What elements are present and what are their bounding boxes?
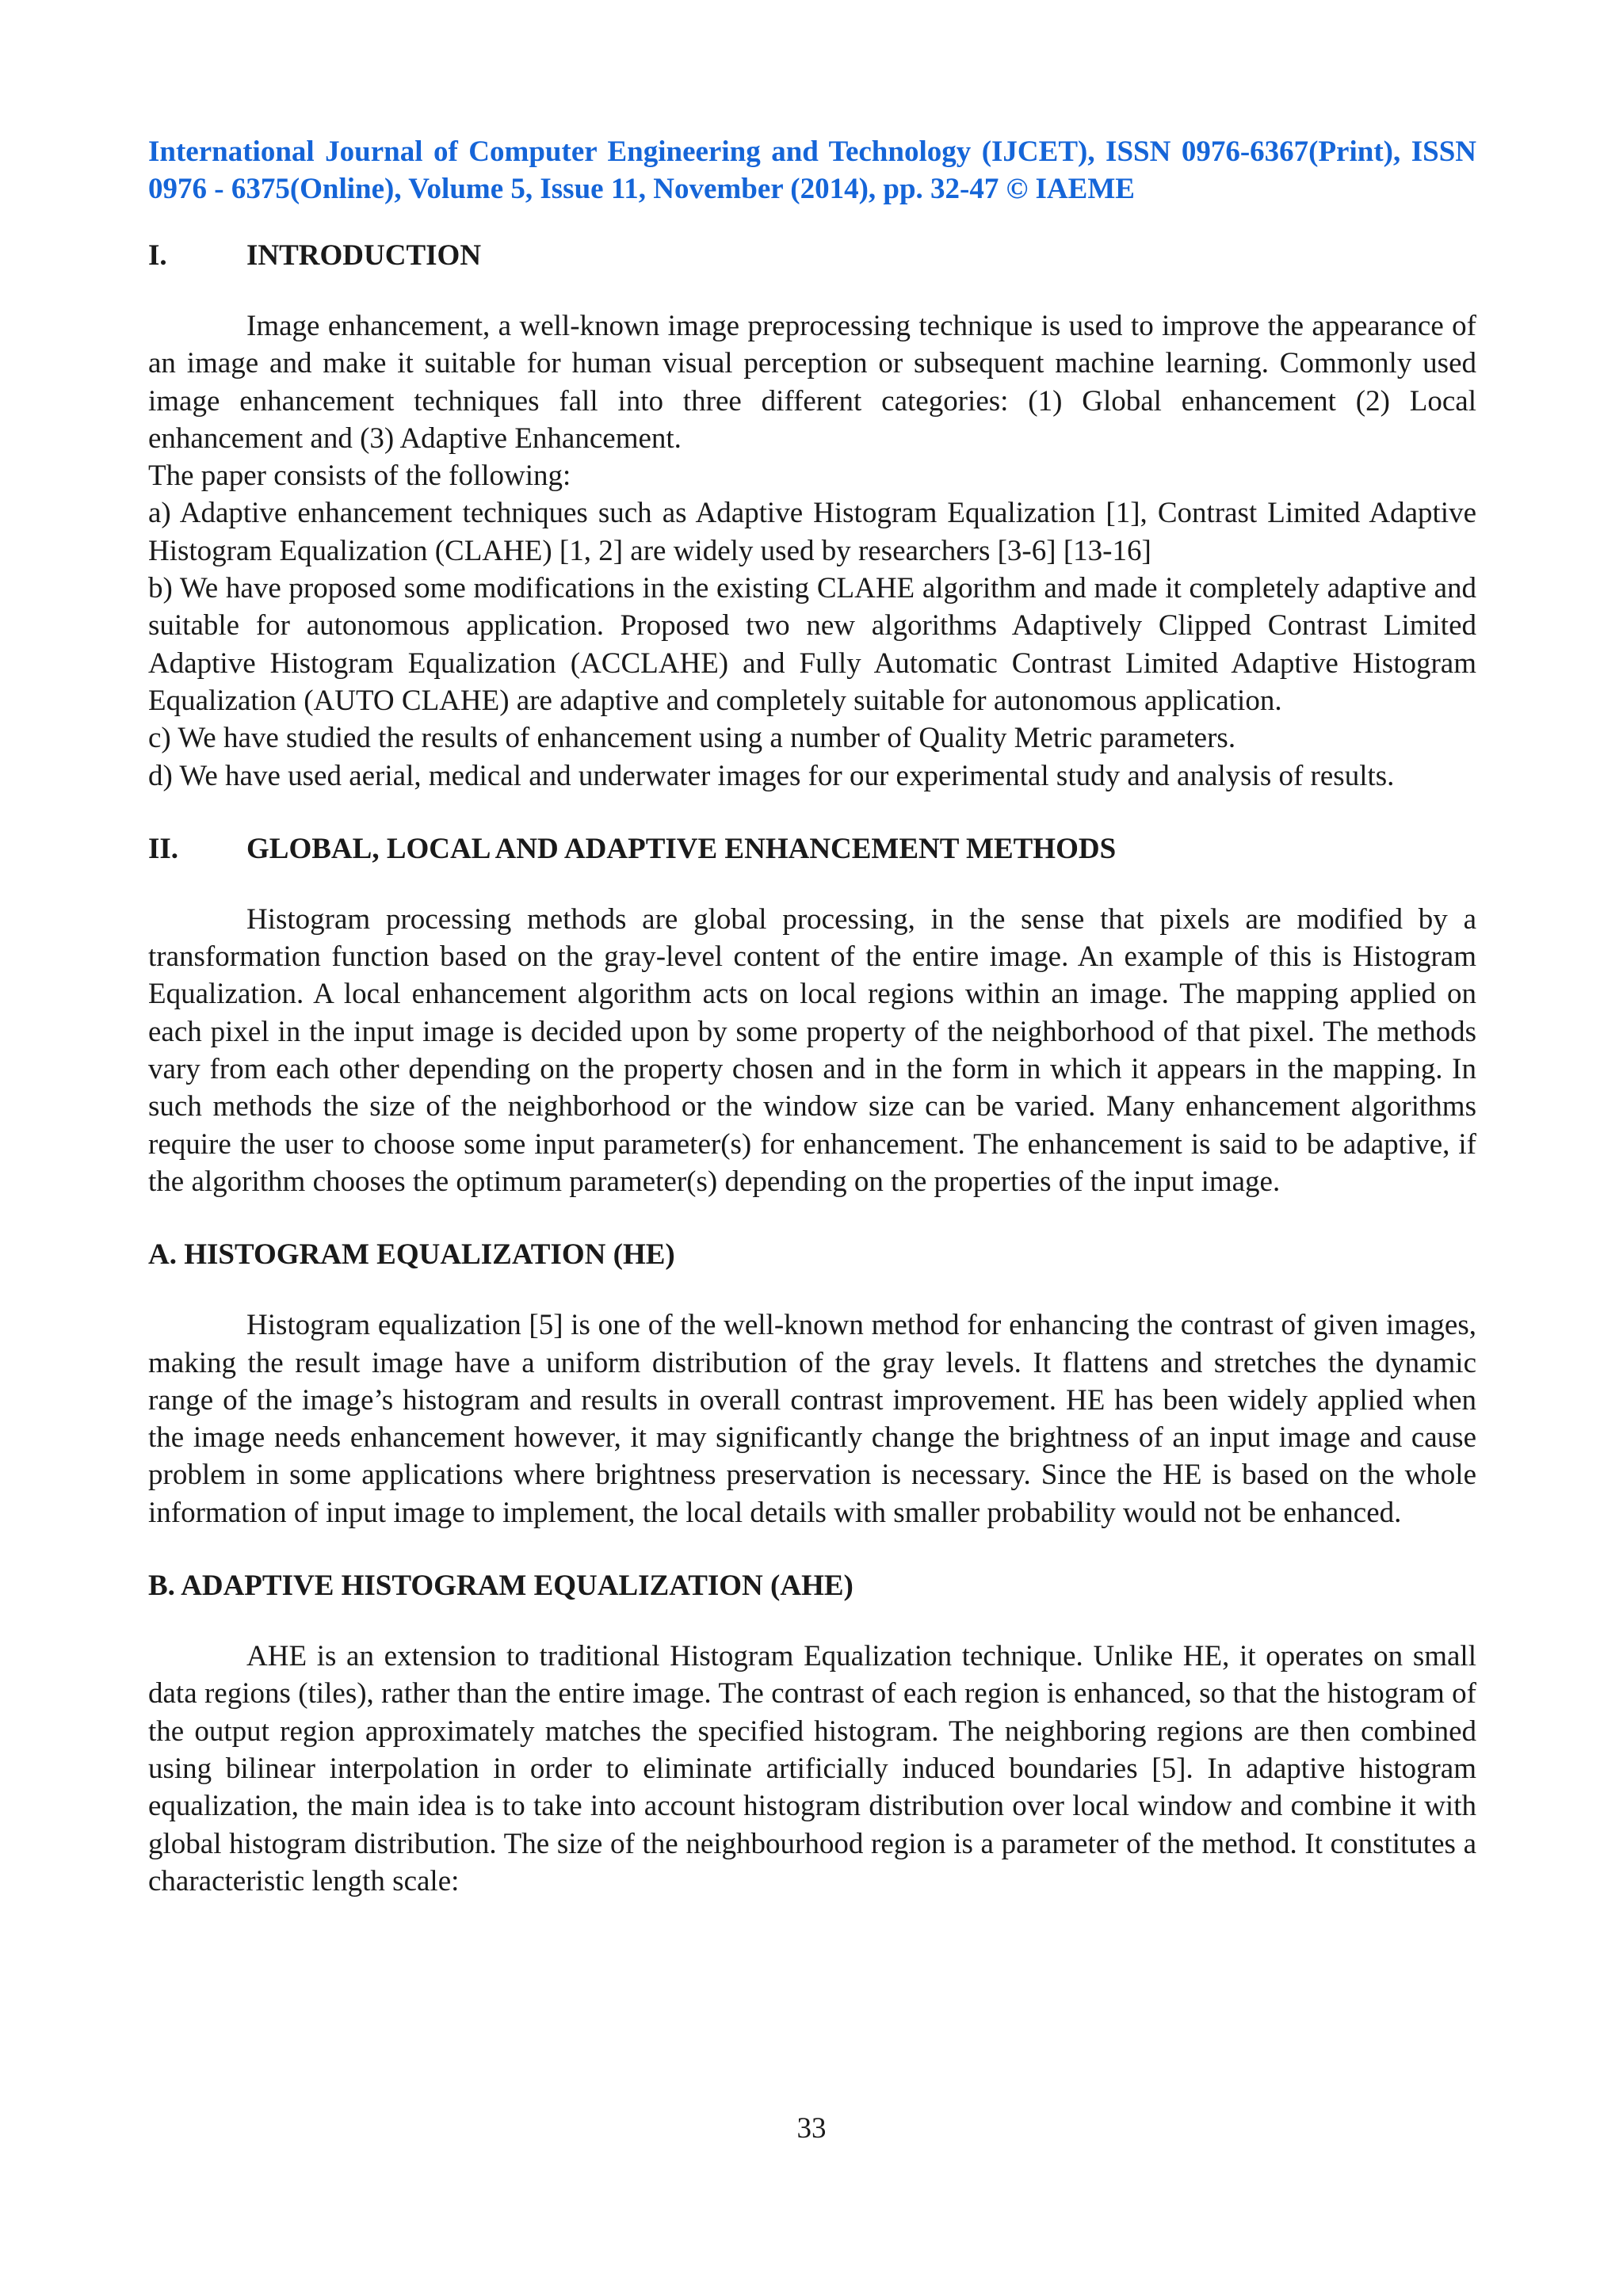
subsection-heading-he: A. HISTOGRAM EQUALIZATION (HE) bbox=[148, 1238, 675, 1272]
introduction-paragraph: Image enhancement, a well-known image preprocessing technique is used to improve the appearance of an image and make it suitable for human visual perception or subsequent machine learning. Commonly used image enhancement techniques fall into three different categories: (1) Global enhancement (2) Local enhancement and (3) Adaptive Enhancement. bbox=[148, 310, 1476, 455]
introduction-body bbox=[148, 307, 1476, 795]
section-number: II. bbox=[148, 832, 179, 865]
list-item-c: c) We have studied the results of enhancement using a number of Quality Metric parameters. bbox=[148, 722, 1236, 755]
paper-page bbox=[148, 133, 1476, 1900]
section-title: INTRODUCTION bbox=[246, 239, 482, 272]
he-body bbox=[148, 1306, 1476, 1531]
page-number: 33 bbox=[796, 2112, 827, 2145]
ahe-paragraph: AHE is an extension to traditional Histogram Equalization technique. Unlike HE, it operates on small data regions (tiles), rather than the entire image. The contrast of each region is enhanced, so that the histogram of the output region approximately matches the specified histogram. The neighboring regions are then combined using bilinear interpolation in order to eliminate artificially induced boundaries [5]. In adaptive histogram equalization, the main idea is to take into account histogram distribution over local window and combine it with global histogram distribution. The size of the neighbourhood region is a parameter of the method. It constitutes a characteristic length scale: bbox=[148, 1640, 1476, 1897]
section-heading-global-local-adaptive bbox=[148, 831, 1476, 868]
section-title: GLOBAL, LOCAL AND ADAPTIVE ENHANCEMENT METHODS bbox=[246, 832, 1117, 865]
global-methods-paragraph: Histogram processing methods are global processing, in the sense that pixels are modified by a transformation function based on the gray-level content of the entire image. An example of this is Histogram Equalization. A local enhancement algorithm acts on local regions within an image. The mapping applied on each pixel in the input image is decided upon by some property of the neighborhood of that pixel. The methods vary from each other depending on the property chosen and in the form in which it appears in the mapping. In such methods the size of the neighborhood or the window size can be varied. Many enhancement algorithms require the user to choose some input parameter(s) for enhancement. The enhancement is said to be adaptive, if the algorithm chooses the optimum parameter(s) depending on the properties of the input image. bbox=[148, 902, 1476, 1198]
list-item-a: a) Adaptive enhancement techniques such as Adaptive Histogram Equalization [1], Contrast Limited Adaptive Histogram Equalization (CLAHE) [1, 2] are widely used by researchers [3-6] [13-16] bbox=[148, 497, 1476, 567]
subsection-heading-ahe: B. ADAPTIVE HISTOGRAM EQUALIZATION (AHE) bbox=[148, 1569, 854, 1603]
he-paragraph: Histogram equalization [5] is one of the well-known method for enhancing the contrast of given images, making the result image have a uniform distribution of the gray levels. It flattens and stretches the dynamic range of the image’s histogram and results in overall contrast improvement. HE has been widely applied when the image needs enhancement however, it may significantly change the brightness of an input image and cause problem in some applications where brightness preservation is necessary. Since the HE is based on the whole information of input image to implement, the local details with smaller probability would not be enhanced. bbox=[148, 1309, 1476, 1529]
section-heading-introduction bbox=[148, 238, 1476, 274]
journal-header: International Journal of Computer Engineering and Technology (IJCET), ISSN 0976-6367(Print), ISSN 0976 - 6375(Online), Volume 5, Issue 11, November (2014), pp. 32-47 © IAEME bbox=[148, 135, 1476, 205]
list-item-b: b) We have proposed some modifications in the existing CLAHE algorithm and made it completely adaptive and suitable for autonomous application. Proposed two new algorithms Adaptively Clipped Contrast Limited Adaptive Histogram Equalization (ACCLAHE) and Fully Automatic Contrast Limited Adaptive Histogram Equalization (AUTO CLAHE) are adaptive and completely suitable for autonomous application. bbox=[148, 572, 1476, 717]
global-methods-body bbox=[148, 901, 1476, 1200]
list-item-d: d) We have used aerial, medical and underwater images for our experimental study and analysis of results. bbox=[148, 759, 1395, 792]
list-intro: The paper consists of the following: bbox=[148, 460, 571, 493]
ahe-body bbox=[148, 1638, 1476, 1900]
section-number: I. bbox=[148, 239, 167, 272]
